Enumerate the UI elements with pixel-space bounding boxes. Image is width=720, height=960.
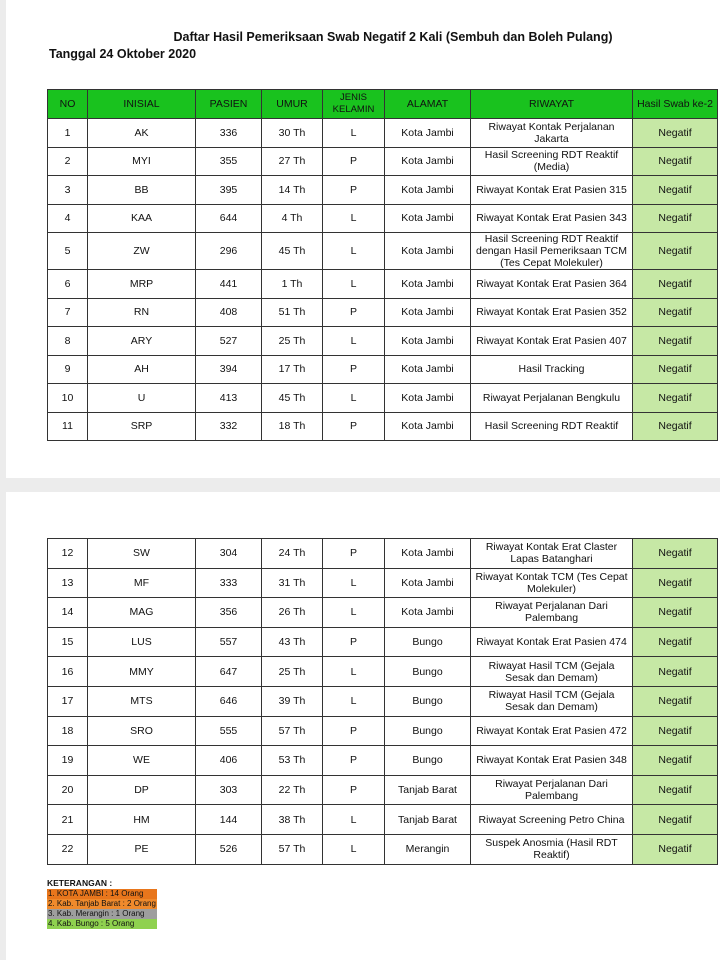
patient-table-page-1 bbox=[47, 89, 718, 441]
cell-riwayat: Riwayat Perjalanan Dari Palembang bbox=[471, 598, 633, 628]
cell-jenis-kelamin: L bbox=[323, 598, 385, 628]
cell-inisial: AK bbox=[88, 119, 196, 148]
cell-hasil: Negatif bbox=[633, 775, 718, 805]
legend bbox=[47, 878, 157, 929]
cell-riwayat: Riwayat Kontak Erat Pasien 348 bbox=[471, 746, 633, 776]
cell-hasil: Negatif bbox=[633, 716, 718, 746]
legend-item-merangin: 3. Kab. Merangin : 1 Orang bbox=[47, 909, 157, 919]
cell-alamat: Tanjab Barat bbox=[385, 775, 471, 805]
cell-alamat: Kota Jambi bbox=[385, 384, 471, 413]
cell-jenis-kelamin: L bbox=[323, 384, 385, 413]
cell-inisial: WE bbox=[88, 746, 196, 776]
cell-riwayat: Riwayat Kontak Erat Pasien 474 bbox=[471, 627, 633, 657]
table-row bbox=[48, 598, 718, 628]
table-row bbox=[48, 412, 718, 441]
cell-umur: 25 Th bbox=[262, 657, 323, 687]
cell-riwayat: Riwayat Kontak Erat Pasien 352 bbox=[471, 298, 633, 327]
header-hasil: Hasil Swab ke-2 bbox=[633, 90, 718, 119]
cell-pasien: 555 bbox=[196, 716, 262, 746]
cell-hasil: Negatif bbox=[633, 119, 718, 148]
cell-no: 18 bbox=[48, 716, 88, 746]
cell-hasil: Negatif bbox=[633, 412, 718, 441]
cell-riwayat: Riwayat Perjalanan Bengkulu bbox=[471, 384, 633, 413]
cell-alamat: Bungo bbox=[385, 657, 471, 687]
cell-pasien: 646 bbox=[196, 686, 262, 716]
cell-riwayat: Riwayat Kontak TCM (Tes Cepat Molekuler) bbox=[471, 568, 633, 598]
cell-pasien: 406 bbox=[196, 746, 262, 776]
cell-jenis-kelamin: P bbox=[323, 627, 385, 657]
cell-inisial: HM bbox=[88, 805, 196, 835]
header-jenis-kelamin: JENIS KELAMIN bbox=[323, 90, 385, 119]
cell-umur: 17 Th bbox=[262, 355, 323, 384]
cell-inisial: ZW bbox=[88, 233, 196, 270]
cell-pasien: 394 bbox=[196, 355, 262, 384]
cell-no: 15 bbox=[48, 627, 88, 657]
cell-no: 11 bbox=[48, 412, 88, 441]
cell-pasien: 144 bbox=[196, 805, 262, 835]
cell-no: 20 bbox=[48, 775, 88, 805]
cell-inisial: DP bbox=[88, 775, 196, 805]
cell-no: 22 bbox=[48, 834, 88, 864]
cell-inisial: KAA bbox=[88, 204, 196, 233]
cell-inisial: RN bbox=[88, 298, 196, 327]
cell-umur: 53 Th bbox=[262, 746, 323, 776]
cell-no: 1 bbox=[48, 119, 88, 148]
cell-pasien: 527 bbox=[196, 327, 262, 356]
cell-hasil: Negatif bbox=[633, 327, 718, 356]
cell-riwayat: Riwayat Kontak Erat Pasien 407 bbox=[471, 327, 633, 356]
cell-no: 4 bbox=[48, 204, 88, 233]
cell-alamat: Bungo bbox=[385, 686, 471, 716]
cell-pasien: 526 bbox=[196, 834, 262, 864]
cell-hasil: Negatif bbox=[633, 686, 718, 716]
cell-jenis-kelamin: L bbox=[323, 805, 385, 835]
header-no: NO bbox=[48, 90, 88, 119]
table-row bbox=[48, 384, 718, 413]
table-body-page-1 bbox=[48, 119, 718, 441]
cell-inisial: MTS bbox=[88, 686, 196, 716]
cell-riwayat: Riwayat Perjalanan Dari Palembang bbox=[471, 775, 633, 805]
cell-jenis-kelamin: L bbox=[323, 119, 385, 148]
cell-no: 8 bbox=[48, 327, 88, 356]
patient-table-page-2 bbox=[47, 538, 718, 865]
document-page-2 bbox=[6, 492, 720, 960]
cell-jenis-kelamin: P bbox=[323, 147, 385, 176]
cell-hasil: Negatif bbox=[633, 834, 718, 864]
cell-alamat: Kota Jambi bbox=[385, 119, 471, 148]
cell-pasien: 557 bbox=[196, 627, 262, 657]
cell-riwayat: Riwayat Kontak Erat Pasien 364 bbox=[471, 270, 633, 299]
cell-no: 17 bbox=[48, 686, 88, 716]
cell-riwayat: Riwayat Kontak Erat Pasien 343 bbox=[471, 204, 633, 233]
cell-umur: 22 Th bbox=[262, 775, 323, 805]
cell-inisial: SRO bbox=[88, 716, 196, 746]
header-inisial: INISIAL bbox=[88, 90, 196, 119]
cell-pasien: 408 bbox=[196, 298, 262, 327]
cell-jenis-kelamin: P bbox=[323, 176, 385, 205]
cell-no: 3 bbox=[48, 176, 88, 205]
cell-hasil: Negatif bbox=[633, 746, 718, 776]
cell-alamat: Kota Jambi bbox=[385, 598, 471, 628]
cell-pasien: 356 bbox=[196, 598, 262, 628]
table-header-row bbox=[48, 90, 718, 119]
cell-alamat: Kota Jambi bbox=[385, 204, 471, 233]
table-row bbox=[48, 204, 718, 233]
cell-pasien: 413 bbox=[196, 384, 262, 413]
cell-pasien: 332 bbox=[196, 412, 262, 441]
cell-umur: 1 Th bbox=[262, 270, 323, 299]
cell-inisial: SW bbox=[88, 539, 196, 569]
cell-alamat: Tanjab Barat bbox=[385, 805, 471, 835]
cell-no: 13 bbox=[48, 568, 88, 598]
cell-inisial: LUS bbox=[88, 627, 196, 657]
cell-pasien: 355 bbox=[196, 147, 262, 176]
table-row bbox=[48, 539, 718, 569]
cell-riwayat: Riwayat Kontak Erat Pasien 472 bbox=[471, 716, 633, 746]
legend-item-bungo: 4. Kab. Bungo : 5 Orang bbox=[47, 919, 157, 929]
cell-no: 10 bbox=[48, 384, 88, 413]
cell-no: 19 bbox=[48, 746, 88, 776]
cell-hasil: Negatif bbox=[633, 568, 718, 598]
cell-alamat: Kota Jambi bbox=[385, 327, 471, 356]
cell-alamat: Kota Jambi bbox=[385, 270, 471, 299]
cell-no: 21 bbox=[48, 805, 88, 835]
cell-jenis-kelamin: P bbox=[323, 298, 385, 327]
legend-item-kota-jambi: 1. KOTA JAMBI : 14 Orang bbox=[47, 889, 157, 899]
table-row bbox=[48, 327, 718, 356]
cell-pasien: 647 bbox=[196, 657, 262, 687]
cell-inisial: MF bbox=[88, 568, 196, 598]
table-row bbox=[48, 805, 718, 835]
cell-jenis-kelamin: P bbox=[323, 412, 385, 441]
cell-hasil: Negatif bbox=[633, 805, 718, 835]
table-row bbox=[48, 568, 718, 598]
cell-no: 6 bbox=[48, 270, 88, 299]
cell-hasil: Negatif bbox=[633, 598, 718, 628]
table-row bbox=[48, 775, 718, 805]
cell-jenis-kelamin: P bbox=[323, 716, 385, 746]
table-row bbox=[48, 176, 718, 205]
cell-riwayat: Riwayat Kontak Erat Claster Lapas Batanghari bbox=[471, 539, 633, 569]
cell-no: 12 bbox=[48, 539, 88, 569]
cell-pasien: 644 bbox=[196, 204, 262, 233]
cell-riwayat: Hasil Screening RDT Reaktif dengan Hasil Pemeriksaan TCM (Tes Cepat Molekuler) bbox=[471, 233, 633, 270]
table-row bbox=[48, 147, 718, 176]
cell-pasien: 336 bbox=[196, 119, 262, 148]
cell-pasien: 441 bbox=[196, 270, 262, 299]
cell-inisial: AH bbox=[88, 355, 196, 384]
table-row bbox=[48, 627, 718, 657]
cell-jenis-kelamin: L bbox=[323, 657, 385, 687]
cell-hasil: Negatif bbox=[633, 270, 718, 299]
header-pasien: PASIEN bbox=[196, 90, 262, 119]
legend-title: KETERANGAN : bbox=[47, 878, 113, 888]
table-body-page-2 bbox=[48, 539, 718, 865]
document-date: Tanggal 24 Oktober 2020 bbox=[49, 47, 197, 61]
cell-jenis-kelamin: P bbox=[323, 539, 385, 569]
cell-umur: 27 Th bbox=[262, 147, 323, 176]
cell-pasien: 303 bbox=[196, 775, 262, 805]
cell-umur: 26 Th bbox=[262, 598, 323, 628]
header-umur: UMUR bbox=[262, 90, 323, 119]
cell-riwayat: Riwayat Kontak Erat Pasien 315 bbox=[471, 176, 633, 205]
cell-umur: 57 Th bbox=[262, 834, 323, 864]
cell-umur: 38 Th bbox=[262, 805, 323, 835]
cell-alamat: Kota Jambi bbox=[385, 298, 471, 327]
cell-inisial: ARY bbox=[88, 327, 196, 356]
cell-riwayat: Riwayat Kontak Perjalanan Jakarta bbox=[471, 119, 633, 148]
cell-hasil: Negatif bbox=[633, 657, 718, 687]
table-row bbox=[48, 119, 718, 148]
cell-pasien: 296 bbox=[196, 233, 262, 270]
cell-hasil: Negatif bbox=[633, 204, 718, 233]
table-row bbox=[48, 270, 718, 299]
table-row bbox=[48, 746, 718, 776]
cell-inisial: BB bbox=[88, 176, 196, 205]
header-alamat: ALAMAT bbox=[385, 90, 471, 119]
cell-umur: 43 Th bbox=[262, 627, 323, 657]
cell-riwayat: Suspek Anosmia (Hasil RDT Reaktif) bbox=[471, 834, 633, 864]
cell-no: 16 bbox=[48, 657, 88, 687]
table-row bbox=[48, 298, 718, 327]
cell-inisial: MRP bbox=[88, 270, 196, 299]
cell-umur: 57 Th bbox=[262, 716, 323, 746]
cell-hasil: Negatif bbox=[633, 355, 718, 384]
cell-umur: 51 Th bbox=[262, 298, 323, 327]
cell-alamat: Bungo bbox=[385, 716, 471, 746]
cell-jenis-kelamin: L bbox=[323, 233, 385, 270]
cell-umur: 25 Th bbox=[262, 327, 323, 356]
cell-jenis-kelamin: P bbox=[323, 746, 385, 776]
document-title: Daftar Hasil Pemeriksaan Swab Negatif 2 Kali (Sembuh dan Boleh Pulang) bbox=[173, 30, 613, 44]
cell-jenis-kelamin: P bbox=[323, 775, 385, 805]
table-row bbox=[48, 355, 718, 384]
cell-umur: 39 Th bbox=[262, 686, 323, 716]
cell-riwayat: Riwayat Screening Petro China bbox=[471, 805, 633, 835]
cell-umur: 18 Th bbox=[262, 412, 323, 441]
cell-riwayat: Riwayat Hasil TCM (Gejala Sesak dan Demam) bbox=[471, 657, 633, 687]
cell-alamat: Kota Jambi bbox=[385, 147, 471, 176]
cell-jenis-kelamin: P bbox=[323, 355, 385, 384]
cell-hasil: Negatif bbox=[633, 539, 718, 569]
cell-hasil: Negatif bbox=[633, 298, 718, 327]
cell-alamat: Kota Jambi bbox=[385, 412, 471, 441]
cell-inisial: PE bbox=[88, 834, 196, 864]
header-riwayat: RIWAYAT bbox=[471, 90, 633, 119]
table-row bbox=[48, 657, 718, 687]
cell-jenis-kelamin: L bbox=[323, 204, 385, 233]
cell-pasien: 395 bbox=[196, 176, 262, 205]
cell-jenis-kelamin: L bbox=[323, 270, 385, 299]
cell-riwayat: Riwayat Hasil TCM (Gejala Sesak dan Demam) bbox=[471, 686, 633, 716]
cell-jenis-kelamin: L bbox=[323, 834, 385, 864]
cell-no: 2 bbox=[48, 147, 88, 176]
cell-pasien: 304 bbox=[196, 539, 262, 569]
cell-umur: 14 Th bbox=[262, 176, 323, 205]
cell-hasil: Negatif bbox=[633, 147, 718, 176]
cell-umur: 30 Th bbox=[262, 119, 323, 148]
cell-pasien: 333 bbox=[196, 568, 262, 598]
cell-inisial: MYI bbox=[88, 147, 196, 176]
cell-riwayat: Hasil Tracking bbox=[471, 355, 633, 384]
table-row bbox=[48, 686, 718, 716]
cell-alamat: Kota Jambi bbox=[385, 568, 471, 598]
cell-no: 5 bbox=[48, 233, 88, 270]
cell-alamat: Bungo bbox=[385, 746, 471, 776]
cell-alamat: Bungo bbox=[385, 627, 471, 657]
cell-jenis-kelamin: L bbox=[323, 686, 385, 716]
cell-umur: 31 Th bbox=[262, 568, 323, 598]
cell-riwayat: Hasil Screening RDT Reaktif (Media) bbox=[471, 147, 633, 176]
table-row bbox=[48, 716, 718, 746]
cell-alamat: Kota Jambi bbox=[385, 539, 471, 569]
table-row bbox=[48, 834, 718, 864]
cell-inisial: U bbox=[88, 384, 196, 413]
cell-inisial: MAG bbox=[88, 598, 196, 628]
cell-hasil: Negatif bbox=[633, 233, 718, 270]
table-row bbox=[48, 233, 718, 270]
cell-alamat: Merangin bbox=[385, 834, 471, 864]
cell-no: 7 bbox=[48, 298, 88, 327]
cell-alamat: Kota Jambi bbox=[385, 233, 471, 270]
cell-umur: 24 Th bbox=[262, 539, 323, 569]
cell-inisial: MMY bbox=[88, 657, 196, 687]
cell-riwayat: Hasil Screening RDT Reaktif bbox=[471, 412, 633, 441]
cell-hasil: Negatif bbox=[633, 384, 718, 413]
cell-jenis-kelamin: L bbox=[323, 327, 385, 356]
cell-hasil: Negatif bbox=[633, 176, 718, 205]
cell-alamat: Kota Jambi bbox=[385, 176, 471, 205]
cell-umur: 45 Th bbox=[262, 233, 323, 270]
cell-no: 9 bbox=[48, 355, 88, 384]
cell-umur: 45 Th bbox=[262, 384, 323, 413]
cell-hasil: Negatif bbox=[633, 627, 718, 657]
cell-jenis-kelamin: L bbox=[323, 568, 385, 598]
cell-umur: 4 Th bbox=[262, 204, 323, 233]
document-page-1 bbox=[6, 0, 720, 478]
cell-alamat: Kota Jambi bbox=[385, 355, 471, 384]
cell-inisial: SRP bbox=[88, 412, 196, 441]
cell-no: 14 bbox=[48, 598, 88, 628]
legend-item-tanjab-barat: 2. Kab. Tanjab Barat : 2 Orang bbox=[48, 899, 156, 908]
